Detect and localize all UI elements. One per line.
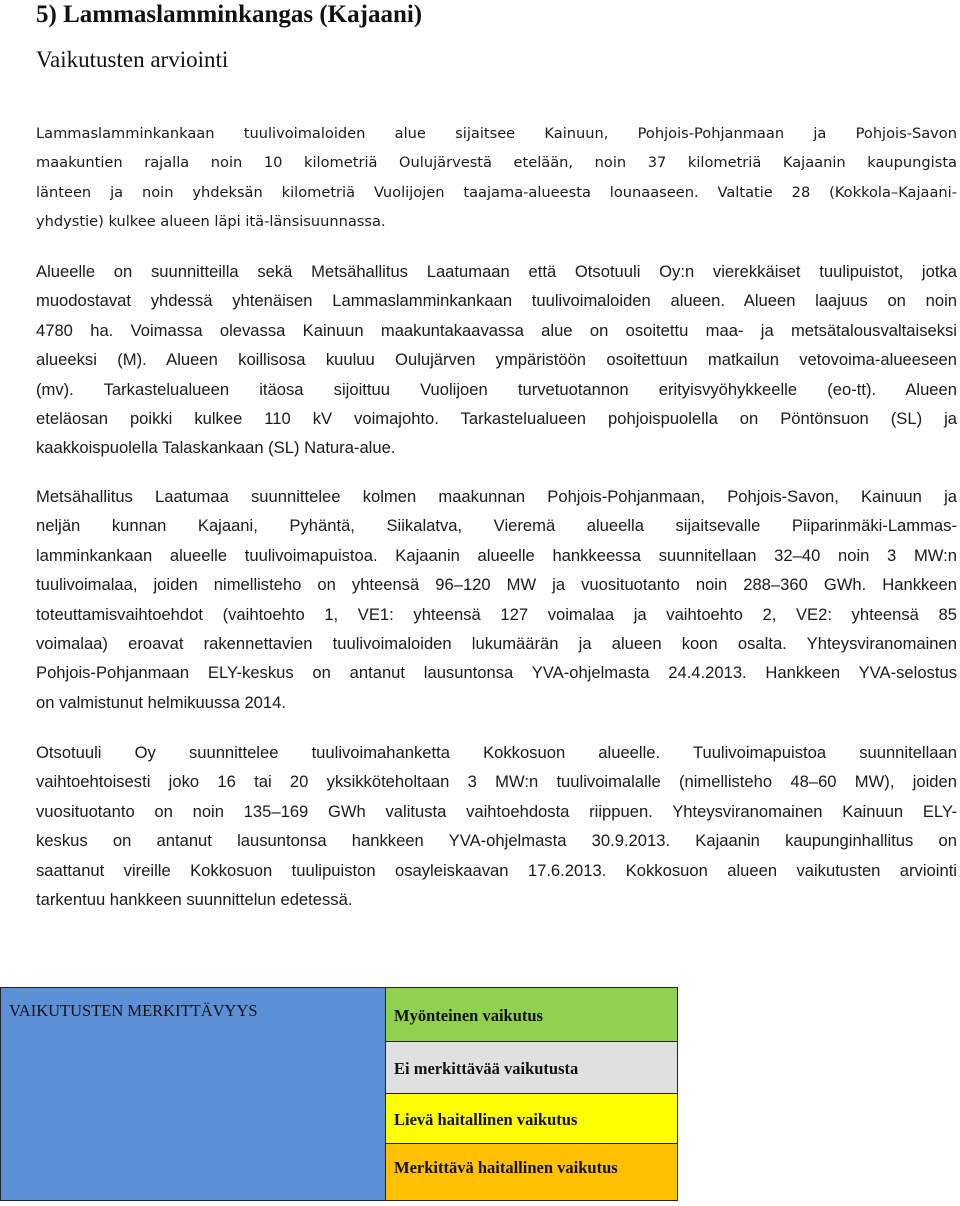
text-line: Lammaslamminkankaan tuulivoimaloiden alue sijaitsee Kainuun, Pohjois-Pohjanmaan ja Pohjois-Savon <box>36 125 957 142</box>
text-line: eteläosan poikki kulkee 110 kV voimajohto. Tarkastelualueen pohjoispuolella on Pöntönsuon (SL) ja <box>36 409 957 429</box>
text-line: Alueelle on suunnitteilla sekä Metsähallitus Laatumaan että Otsotuuli Oy:n vierekkäiset tuulipuistot, jotka <box>36 262 957 281</box>
text-line: 4780 ha. Voimassa olevassa Kainuun maakuntakaavassa alue on osoitettu maa- ja metsätalousvaltaiseksi <box>36 320 957 340</box>
text-line: Pohjois-Pohjanmaan ELY-keskus on antanut lausuntonsa YVA-ohjelmasta 24.4.2013. Hankkeen YVA-selostus <box>36 663 957 683</box>
legend-label: Myönteinen vaikutus <box>394 1006 543 1025</box>
text-line: vuosituotanto on noin 135–169 GWh valitusta vaihtoehdosta riippuen. Yhteysviranomainen Kainuun ELY- <box>36 801 957 821</box>
legend-label: Merkittävä haitallinen vaikutus <box>394 1158 618 1177</box>
paragraph-otsotuuli <box>36 738 957 914</box>
legend-title-cell <box>1 988 386 1200</box>
legend-item-minor-adverse <box>386 1094 677 1144</box>
text-line: länteen ja noin yhdeksän kilometriä Vuolijojen taajama-alueesta lounaaseen. Valtatie 28 (Kokkola–Kajaani- <box>36 183 957 201</box>
legend-label: Lievä haitallinen vaikutus <box>394 1110 578 1129</box>
text-line: Otsotuuli Oy suunnittelee tuulivoimahanketta Kokkosuon alueelle. Tuulivoimapuistoa suunnitellaan <box>36 743 957 762</box>
text-line: tuulivoimalaa, joiden nimellisteho on yhteensä 96–120 MW ja vuosituotanto noin 288–360 GWh. Hankkeen <box>36 575 957 595</box>
text-line: muodostavat yhdessä yhtenäisen Lammaslamminkankaan tuulivoimaloiden alueen. Alueen laajuus on noin <box>36 291 957 311</box>
impact-significance-legend <box>0 987 678 1201</box>
text-line: saattanut vireille Kokkosuon tuulipuiston osayleiskaavan 17.6.2013. Kokkosuon alueen vaikutusten arviointi <box>36 860 957 880</box>
text-line: kaakkoispuolella Talaskankaan (SL) Natura-alue. <box>36 438 396 458</box>
text-line: tarkentuu hankkeen suunnittelun edetessä. <box>36 890 353 910</box>
text-line: keskus on antanut lausuntonsa hankkeen YVA-ohjelmasta 30.9.2013. Kajaanin kaupunginhallitus on <box>36 831 957 851</box>
text-line: lamminkankaan alueelle tuulivoimapuistoa. Kajaanin alueelle hankkeessa suunnitellaan 32–40 noin 3 MW:n <box>36 545 957 565</box>
legend-item-no-significant <box>386 1042 677 1094</box>
text-line: on valmistunut helmikuussa 2014. <box>36 692 286 712</box>
section-heading: 5) Lammaslamminkangas (Kajaani) <box>36 1 423 28</box>
text-line: Metsähallitus Laatumaa suunnittelee kolmen maakunnan Pohjois-Pohjanmaan, Pohjois-Savon, Kainuun ja <box>36 487 957 506</box>
text-line: voimalaa) eroavat rakennettavien tuulivoimaloiden lukumäärän ja alueen koon osalta. Yhteysviranomainen <box>36 634 957 654</box>
paragraph-location <box>36 119 957 236</box>
text-line: neljän kunnan Kajaani, Pyhäntä, Siikalatva, Vieremä alueella sijaitsevalle Piiparinmäki-Lammas- <box>36 516 957 536</box>
legend-item-positive <box>386 988 677 1042</box>
text-line: toteuttamisvaihtoehdot (vaihtoehto 1, VE1: yhteensä 127 voimalaa ja vaihtoehto 2, VE2: yhteensä 85 <box>36 604 957 624</box>
section-subheading: Vaikutusten arviointi <box>36 47 229 72</box>
text-line: vaihtoehtoisesti joko 16 tai 20 yksikköteholtaan 3 MW:n tuulivoimalalle (nimellisteho 48–60 MW), joiden <box>36 772 957 792</box>
paragraph-planning <box>36 257 957 463</box>
text-line: alueeksi (M). Alueen koillisosa kuuluu Oulujärven ympäristöön osoitettuun matkailun vetovoima-alueeseen <box>36 350 957 370</box>
text-line: maakuntien rajalla noin 10 kilometriä Oulujärvestä etelään, noin 37 kilometriä Kajaanin kaupungista <box>36 154 957 172</box>
legend-title: VAIKUTUSTEN MERKITTÄVYYS <box>9 1001 258 1020</box>
paragraph-metsahallitus <box>36 482 957 717</box>
legend-label: Ei merkittävää vaikutusta <box>394 1059 579 1078</box>
legend-item-significant-adverse <box>386 1144 677 1200</box>
text-line: yhdystie) kulkee alueen läpi itä-länsisuunnassa. <box>36 212 386 230</box>
text-line: (mv). Tarkastelualueen itäosa sijoittuu Vuolijoen turvetuotannon erityisvyöhykkeelle (eo-tt). Alueen <box>36 379 957 399</box>
